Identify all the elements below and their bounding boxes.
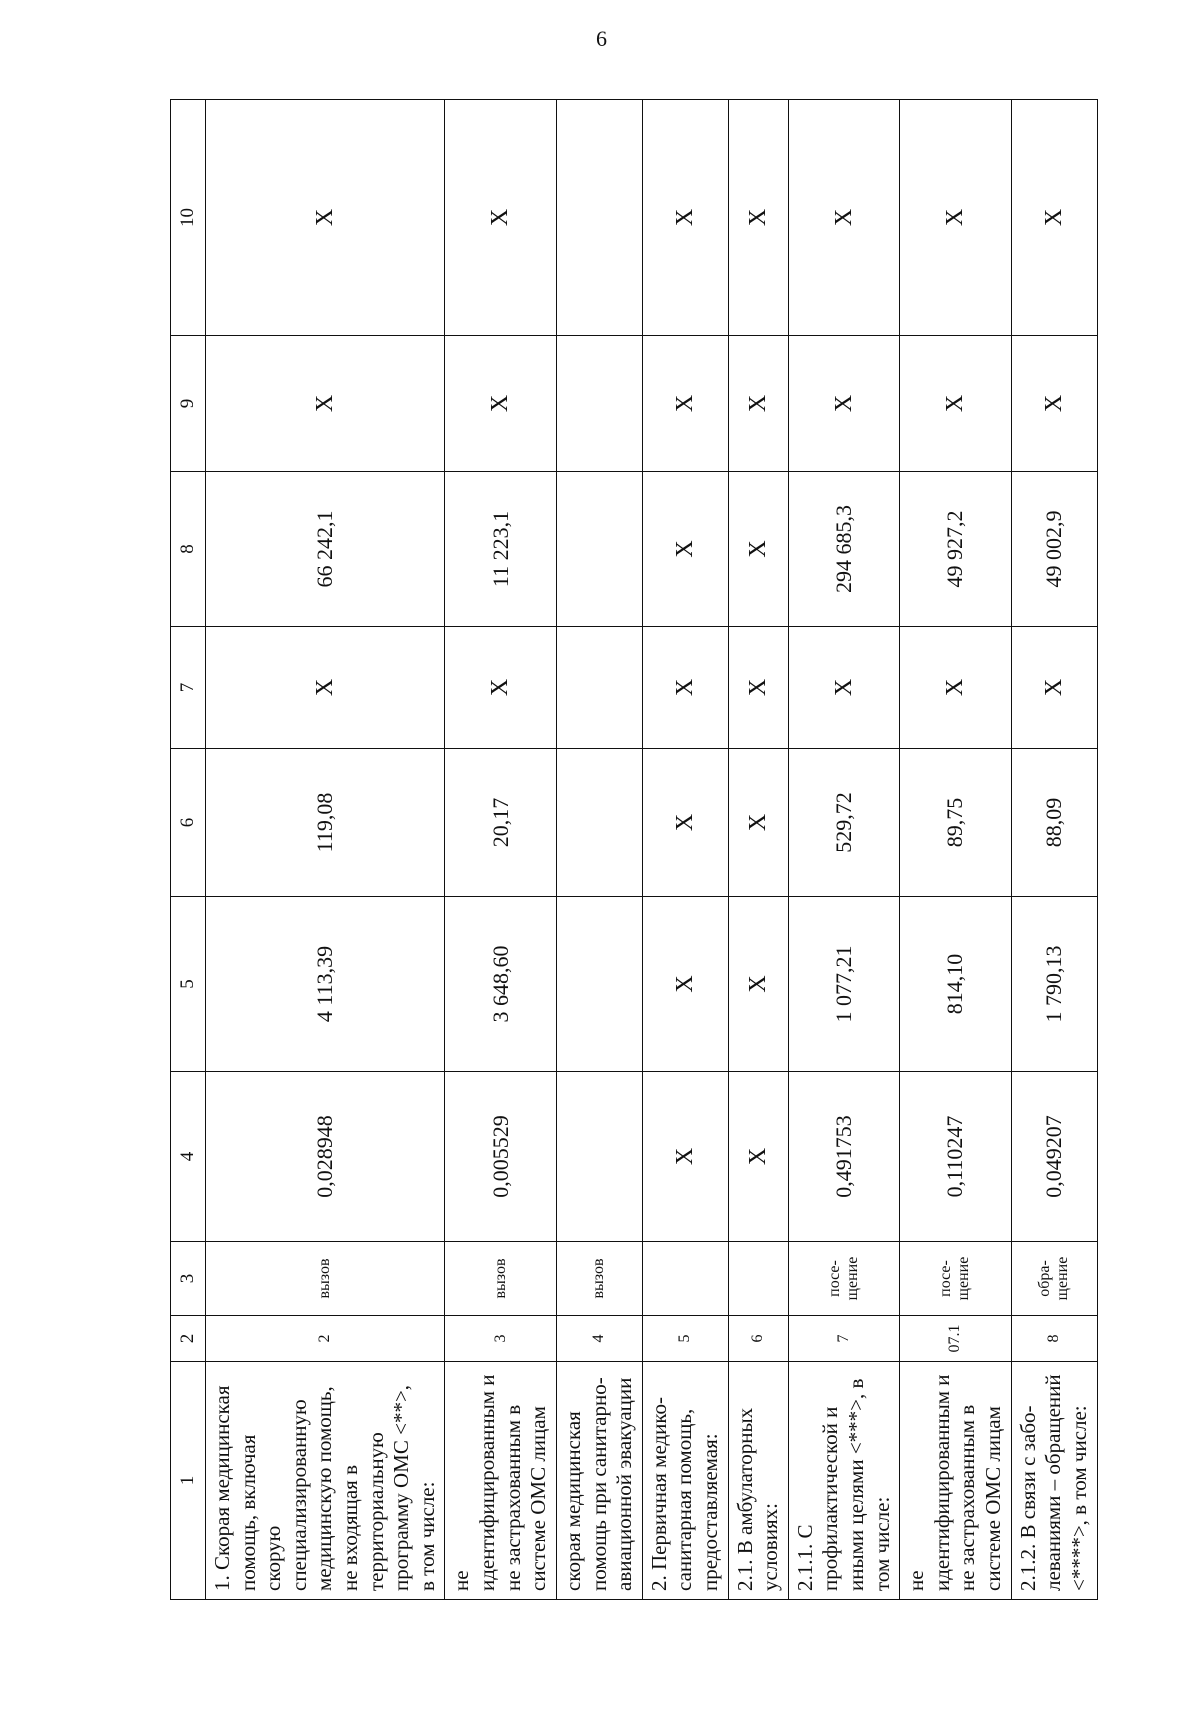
header-cell: 4 <box>171 1072 206 1242</box>
header-cell: 1 <box>171 1362 206 1600</box>
table-cell-col-9: X <box>642 336 728 472</box>
table-cell-col-4: X <box>642 1072 728 1242</box>
table-cell-col-9: X <box>788 336 899 472</box>
table-cell-col-6: 89,75 <box>900 749 1011 897</box>
table-cell-col-7: X <box>642 627 728 749</box>
table-cell-col-8: X <box>728 472 788 627</box>
table-cell-col-9: X <box>445 336 556 472</box>
table-cell-col-7: X <box>206 627 445 749</box>
table-cell-col-5: 814,10 <box>900 897 1011 1072</box>
table-cell-col-1: не идентифицированным и не застрахованным в системе ОМС лицам <box>900 1362 1011 1600</box>
table-cell-col-8 <box>556 472 642 627</box>
table-cell-col-5: 1 077,21 <box>788 897 899 1072</box>
table-cell-col-9 <box>556 336 642 472</box>
table-row <box>445 100 556 1600</box>
table-cell-col-5: X <box>642 897 728 1072</box>
table-cell-col-3 <box>642 1242 728 1316</box>
table-cell-col-7: X <box>788 627 899 749</box>
table-cell-col-6: 20,17 <box>445 749 556 897</box>
header-cell: 10 <box>171 100 206 336</box>
table-cell-col-1: 2. Первичная медико-санитарная помощь, предоставляемая: <box>642 1362 728 1600</box>
table-cell-col-1: 1. Скорая медицинская помощь, включая скорую специализированную медицинскую помощь, не входящая в территориальную программу ОМС <**>, в том числе: <box>206 1362 445 1600</box>
header-cell: 7 <box>171 627 206 749</box>
table-row <box>728 100 788 1600</box>
table-cell-col-10 <box>556 100 642 336</box>
page-number: 6 <box>596 26 607 51</box>
header-cell: 8 <box>171 472 206 627</box>
table-cell-col-1: скорая медицинская помощь при санитарно-авиационной эвакуации <box>556 1362 642 1600</box>
table-cell-col-3: посе-щение <box>788 1242 899 1316</box>
table-cell-col-1: не идентифицированным и не застрахованным в системе ОМС лицам <box>445 1362 556 1600</box>
table-cell-col-6: 119,08 <box>206 749 445 897</box>
table-cell-col-2: 2 <box>206 1316 445 1362</box>
table-cell-col-10: X <box>1011 100 1097 336</box>
table-row <box>556 100 642 1600</box>
table-cell-col-4: 0,110247 <box>900 1072 1011 1242</box>
header-cell: 5 <box>171 897 206 1072</box>
table-cell-col-10: X <box>206 100 445 336</box>
table-cell-col-6 <box>556 749 642 897</box>
table-row <box>788 100 899 1600</box>
table-cell-col-8: X <box>642 472 728 627</box>
table-cell-col-9: X <box>900 336 1011 472</box>
data-table <box>170 99 1098 1600</box>
table-cell-col-6: X <box>728 749 788 897</box>
table-cell-col-4: 0,005529 <box>445 1072 556 1242</box>
table-cell-col-1: 2.1. В амбулаторных условиях: <box>728 1362 788 1600</box>
table-cell-col-7: X <box>900 627 1011 749</box>
table-cell-col-1: 2.1.1. С профилактической и иными целями <***>, в том числе: <box>788 1362 899 1600</box>
table-cell-col-5: 4 113,39 <box>206 897 445 1072</box>
table-cell-col-9: X <box>1011 336 1097 472</box>
table-cell-col-3: посе-щение <box>900 1242 1011 1316</box>
table-cell-col-3 <box>728 1242 788 1316</box>
table-cell-col-8: 49 927,2 <box>900 472 1011 627</box>
table-cell-col-2: 6 <box>728 1316 788 1362</box>
table-row <box>206 100 445 1600</box>
table-cell-col-7: X <box>445 627 556 749</box>
table-cell-col-8: 294 685,3 <box>788 472 899 627</box>
table-row <box>900 100 1011 1600</box>
header-row <box>171 100 206 1600</box>
table-cell-col-4 <box>556 1072 642 1242</box>
table-cell-col-5: X <box>728 897 788 1072</box>
header-cell: 6 <box>171 749 206 897</box>
table-cell-col-9: X <box>728 336 788 472</box>
table-cell-col-5: 1 790,13 <box>1011 897 1097 1072</box>
table-cell-col-3: обра-щение <box>1011 1242 1097 1316</box>
table-cell-col-5: 3 648,60 <box>445 897 556 1072</box>
table-cell-col-6: X <box>642 749 728 897</box>
table-cell-col-9: X <box>206 336 445 472</box>
table-cell-col-2: 5 <box>642 1316 728 1362</box>
table-cell-col-10: X <box>642 100 728 336</box>
table-cell-col-3: вызов <box>206 1242 445 1316</box>
header-cell: 9 <box>171 336 206 472</box>
table-cell-col-4: 0,028948 <box>206 1072 445 1242</box>
table-cell-col-7 <box>556 627 642 749</box>
table-cell-col-8: 49 002,9 <box>1011 472 1097 627</box>
table-cell-col-2: 8 <box>1011 1316 1097 1362</box>
header-cell: 3 <box>171 1242 206 1316</box>
table-cell-col-5 <box>556 897 642 1072</box>
table-cell-col-2: 7 <box>788 1316 899 1362</box>
table-cell-col-3: вызов <box>556 1242 642 1316</box>
table-cell-col-8: 66 242,1 <box>206 472 445 627</box>
table-cell-col-7: X <box>1011 627 1097 749</box>
table-cell-col-7: X <box>728 627 788 749</box>
table-cell-col-1: 2.1.2. В связи с забо-леваниями – обращений <****>, в том числе: <box>1011 1362 1097 1600</box>
header-cell: 2 <box>171 1316 206 1362</box>
table-cell-col-3: вызов <box>445 1242 556 1316</box>
table-cell-col-6: 88,09 <box>1011 749 1097 897</box>
table-cell-col-4: 0,049207 <box>1011 1072 1097 1242</box>
table-cell-col-10: X <box>445 100 556 336</box>
table-row <box>1011 100 1097 1600</box>
table-cell-col-10: X <box>728 100 788 336</box>
table-row <box>642 100 728 1600</box>
table-cell-col-4: X <box>728 1072 788 1242</box>
table-cell-col-2: 4 <box>556 1316 642 1362</box>
table-cell-col-10: X <box>900 100 1011 336</box>
table-cell-col-4: 0,491753 <box>788 1072 899 1242</box>
table-cell-col-8: 11 223,1 <box>445 472 556 627</box>
table-cell-col-6: 529,72 <box>788 749 899 897</box>
rotated-table-wrapper <box>170 100 1091 1600</box>
table-cell-col-2: 3 <box>445 1316 556 1362</box>
table-cell-col-10: X <box>788 100 899 336</box>
table-cell-col-2: 07.1 <box>900 1316 1011 1362</box>
